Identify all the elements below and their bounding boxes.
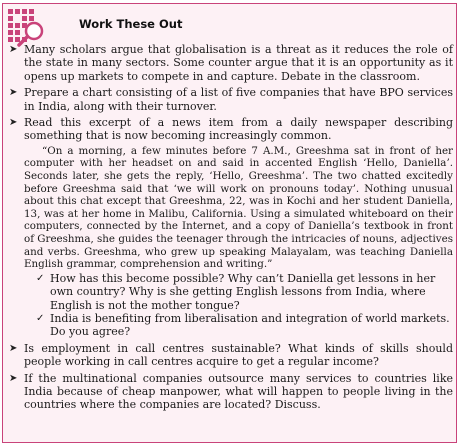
list-item: ➤ Is employment in call centres sustainable? What kinds of skills should people working in call centres acquire to get a regular income? — [9, 341, 453, 369]
section-title: Work These Out — [79, 17, 183, 31]
arrow-bullet-icon: ➤ — [9, 342, 18, 354]
list-item: ➤ If the multinational companies outsource many services to countries like India because of cheap manpower, what will happen to people living in the countries where the companies are located? Discuss. — [9, 371, 453, 412]
sub-list-item: ✓ India is benefiting from liberalisation and integration of world markets. Do you agree? — [36, 312, 450, 339]
arrow-bullet-icon: ➤ — [9, 44, 18, 55]
list-item: ➤ Read this excerpt of a news item from a daily newspaper describing something that is now becoming increasingly common. “On a morning, a few minutes before 7 A.M., Greeshma sat in front of her computer with her headset on and said in accented English ‘Hello, Daniella’. Seconds later, she gets the reply, ‘Hello, Greeshma’. The two chatted excitedly before Greeshma said that ‘we will work on pronouns today’. Nothing unusual about this chat except that Greeshma, 22, was in Kochi and her student Daniella, 13, was at her home in Malibu, California. Using a simulated whiteboard on their computers, connected by the Internet, and a copy of Daniella’s textbook in front of Greeshma, she guides the teenager through the intricacies of nouns, adjectives and verbs. Greeshma, who grew up speaking Malayalam, was teaching Daniella English grammar, comprehension and writing.” ✓ How has this become possible? Why can’t Daniella get lessons in her own country? Why is she getting English lessons from India, where English is not the mother tongue? ✓ India is benefiting from liberalisation and integration of world markets. Do you agree? — [9, 116, 453, 339]
news-excerpt: “On a morning, a few minutes before 7 A.M., Greeshma sat in front of her computer with her headset on and said in accented English ‘Hello, Daniella’. Seconds later, she gets the reply, ‘Hello, Greeshma’. The two chatted excitedly before Greeshma said that ‘we will work on pronouns today’. Nothing unusual about this chat except that Greeshma, 22, was in Kochi and her student Daniella, 13, was at her home in Malibu, California. Using a simulated whiteboard on their computers, connected by the Internet, and a copy of Daniella’s textbook in front of Greeshma, she guides the teenager through the intricacies of nouns, adjectives and verbs. Greeshma, who grew up speaking Malayalam, was teaching Daniella English grammar, comprehension and writing.” — [24, 144, 453, 271]
activity-list — [9, 43, 453, 415]
list-item: ➤ Prepare a chart consisting of a list of five companies that have BPO services in India, along with their turnover. — [9, 86, 453, 113]
arrow-bullet-icon: ➤ — [9, 87, 18, 99]
check-bullet-icon: ✓ — [36, 313, 45, 324]
arrow-bullet-icon: ➤ — [9, 372, 18, 384]
arrow-bullet-icon: ➤ — [9, 117, 18, 129]
check-bullet-icon: ✓ — [36, 272, 45, 284]
list-item: ➤ Many scholars argue that globalisation is a threat as it reduces the role of the state in many sectors. Some counter argue that it is an opportunity as it opens up markets to compete in and capture. Debate in the classroom. — [9, 43, 453, 83]
sub-list-item: ✓ How has this become possible? Why can’t Daniella get lessons in her own country? Why is she getting English lessons from India, where English is not the mother tongue? — [36, 271, 436, 312]
activity-panel — [2, 3, 457, 443]
